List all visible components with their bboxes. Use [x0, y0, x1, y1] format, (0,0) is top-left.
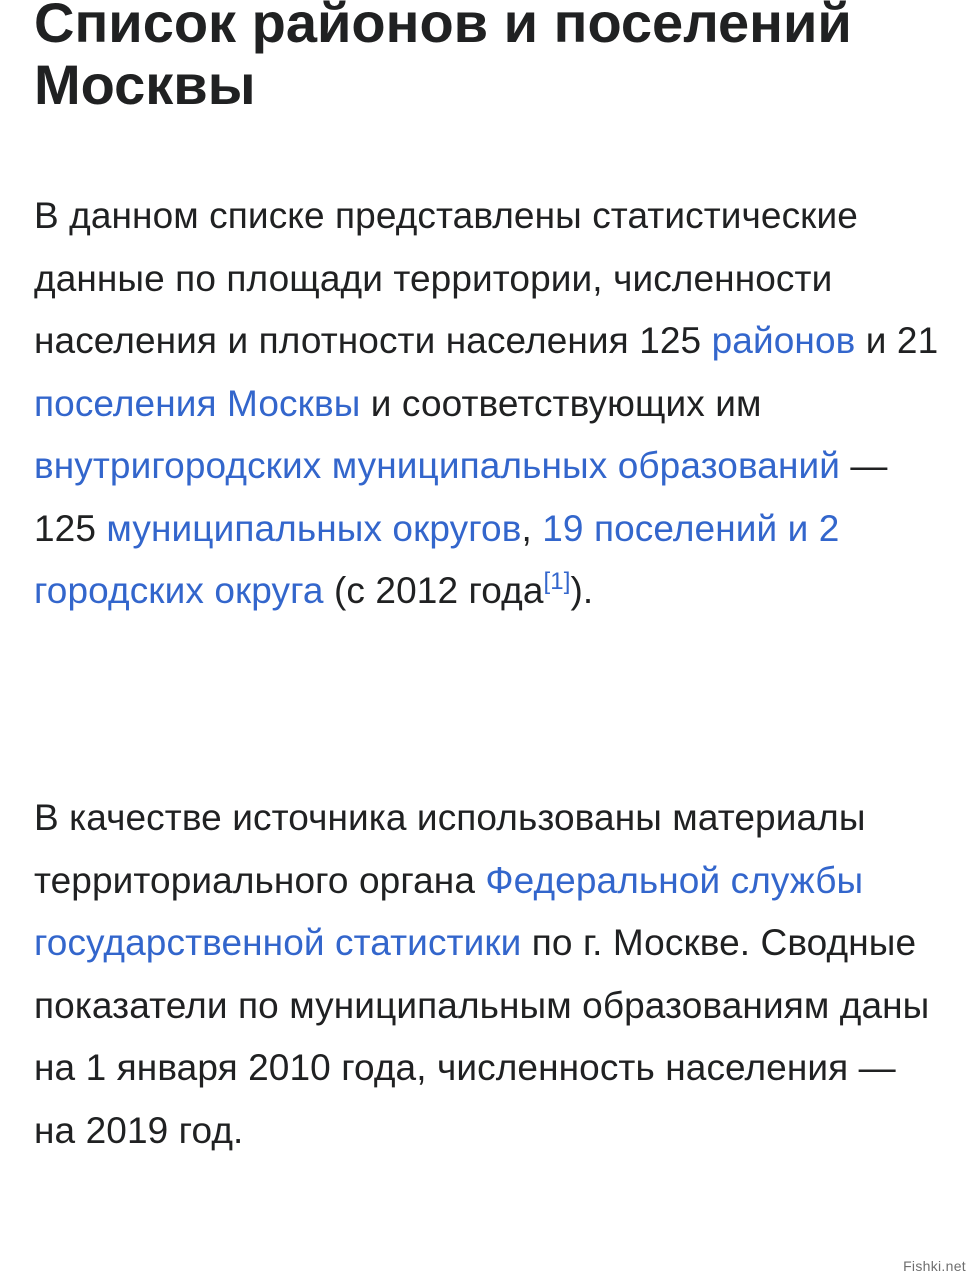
link-settlements[interactable]: поселения Москвы — [34, 382, 361, 424]
link-municipal-formations[interactable]: внутригородских муниципальных образований — [34, 445, 841, 486]
text-segment: по г. Москве. Сводные показатели по муниципальным образованиям даны на 1 января 2010 года, численность населения — на 2019 год. — [34, 922, 930, 1151]
link-districts[interactable]: районов — [711, 320, 856, 361]
reference-link-1[interactable]: [1] — [543, 568, 571, 595]
text-segment: и 21 — [855, 320, 939, 361]
text-segment: — 125 — [34, 445, 888, 549]
text-segment: , — [521, 507, 543, 549]
text-segment: (с 2012 года — [323, 570, 544, 611]
text-segment: В качестве источника использованы материалы территориального органа — [34, 797, 866, 901]
text-segment: В данном списке представлены статистические данные по площади территории, численности населения и плотности населения 125 — [34, 195, 858, 361]
text-segment: и соответствующих им — [360, 382, 762, 424]
link-municipal-okrugs[interactable]: муниципальных округов — [106, 507, 522, 549]
link-settlements-and-urban-okrugs[interactable]: 19 поселений и 2 городских округа — [34, 507, 840, 611]
intro-paragraph — [34, 185, 939, 623]
text-segment: ). — [570, 570, 594, 611]
link-rosstat[interactable]: Федеральной службы государственной статистики — [34, 859, 864, 963]
page-title: Список районов и поселений Москвы — [34, 0, 852, 116]
watermark: Fishki.net — [903, 1258, 966, 1274]
article — [34, 0, 954, 1151]
source-paragraph — [34, 787, 939, 1162]
